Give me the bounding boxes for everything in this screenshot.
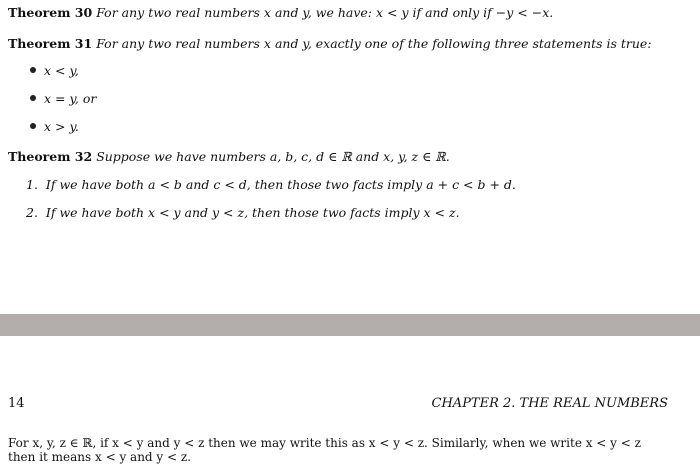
theorem-31 xyxy=(8,36,652,51)
bullet-item xyxy=(30,91,96,106)
item-text: If we have both a < b and c < d, then those two facts imply a + c < b + d. xyxy=(45,177,516,192)
bullet-icon xyxy=(30,95,36,101)
item-number: 2. xyxy=(26,205,38,220)
bullet-text: x > y. xyxy=(44,119,79,134)
item-text: If we have both x < y and y < z, then those two facts imply x < z. xyxy=(45,205,460,220)
theorem-heading: Theorem 32 xyxy=(8,149,93,164)
theorem-statement: For any two real numbers x and y, exactly one of the following three statements is true: xyxy=(96,36,652,51)
paragraph xyxy=(8,436,688,464)
bullet-text: x = y, or xyxy=(44,91,97,106)
theorem-30 xyxy=(8,5,553,20)
book-page-bottom xyxy=(0,336,700,472)
theorem-statement: Suppose we have numbers a, b, c, d ∈ ℝ and x, y, z ∈ ℝ. xyxy=(96,149,450,164)
theorem-heading: Theorem 31 xyxy=(8,36,93,51)
paragraph-line: For x, y, z ∈ ℝ, if x < y and y < z then we may write this as x < y < z. Similarly, when we write x < y < z xyxy=(8,436,641,450)
enumerated-item xyxy=(26,205,460,220)
page-number: 14 xyxy=(8,396,25,411)
item-number: 1. xyxy=(26,177,38,192)
paragraph-line: then it means x < y and y < z. xyxy=(8,450,192,464)
bullet-icon xyxy=(30,123,36,129)
theorem-32 xyxy=(8,149,450,164)
theorem-statement: For any two real numbers x and y, we have: x < y if and only if −y < −x. xyxy=(96,5,554,20)
bullet-item xyxy=(30,119,79,134)
enumerated-item xyxy=(26,177,516,192)
theorem-heading: Theorem 30 xyxy=(8,5,93,20)
bullet-text: x < y, xyxy=(44,63,79,78)
bullet-item xyxy=(30,63,79,78)
bullet-icon xyxy=(30,67,36,73)
running-head: CHAPTER 2. THE REAL NUMBERS xyxy=(431,396,668,411)
page-break-band xyxy=(0,314,700,336)
